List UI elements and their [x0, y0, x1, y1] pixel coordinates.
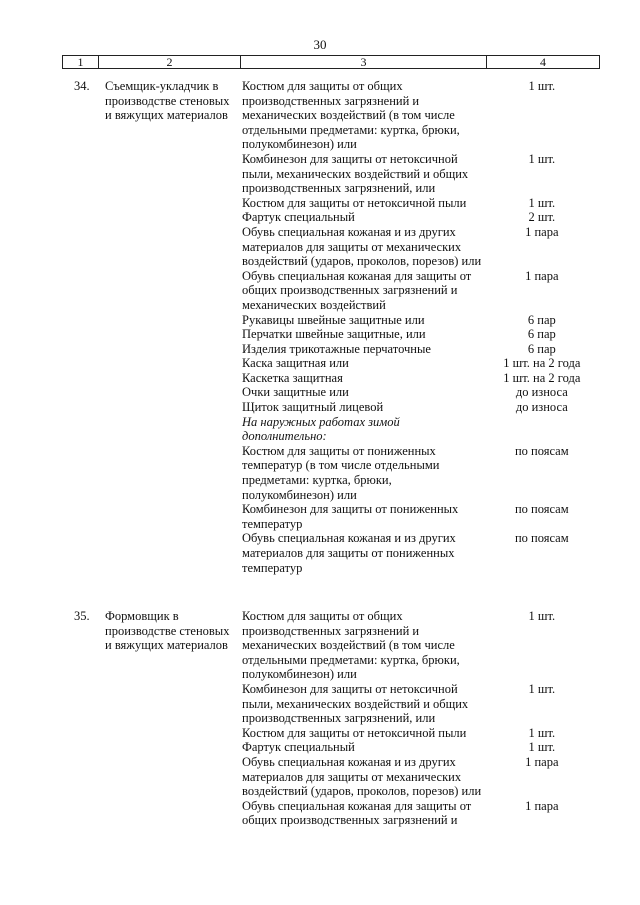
item-name: Костюм для защиты от общих производственных загрязнений и механических воздействий (в том числе отдельными предметами: куртка, брюки, полукомбинезон) или — [242, 609, 460, 682]
item-name: Костюм для защиты от общих производственных загрязнений и механических воздействий (в том числе отдельными предметами: куртка, брюки, полукомбинезон) или — [242, 79, 460, 152]
item-quantity: 6 пар — [527, 341, 556, 356]
item-list — [242, 609, 600, 828]
item-quantity: 1 пара — [525, 754, 559, 769]
item-quantity: до износа — [515, 400, 568, 415]
item-quantity: 1 шт. — [528, 740, 556, 755]
item-name: Комбинезон для защиты от нетоксичной пыли, механических воздействий и общих производственных загрязнений, или — [242, 151, 469, 196]
item-quantity: 6 пар — [527, 327, 556, 342]
list-item — [242, 502, 600, 531]
item-name: Обувь специальная кожаная для защиты от общих производственных загрязнений и — [242, 798, 472, 828]
list-item — [242, 269, 600, 313]
page-number: 30 — [313, 37, 327, 52]
list-item — [242, 385, 600, 400]
item-name: Каска защитная или — [242, 356, 349, 371]
list-item — [242, 210, 600, 225]
item-quantity: 2 шт. — [528, 210, 556, 225]
table-header — [62, 55, 600, 69]
profession-name: Формовщик в производстве стеновых и вяжущих материалов — [105, 609, 230, 653]
item-name: Фартук специальный — [242, 740, 355, 755]
item-quantity: по поясам — [514, 502, 569, 517]
item-quantity: 1 пара — [525, 268, 559, 283]
header-col-4: 4 — [540, 55, 546, 69]
item-name: Обувь специальная кожаная и из других материалов для защиты от механических воздействий (ударов, проколов, порезов) или — [242, 754, 482, 799]
list-item — [242, 415, 600, 444]
item-quantity: 1 шт. — [528, 609, 556, 623]
section-note: На наружных работах зимой дополнительно: — [242, 414, 400, 444]
item-name: Изделия трикотажные перчаточные — [242, 341, 431, 356]
item-name: Комбинезон для защиты от нетоксичной пыли, механических воздействий и общих производственных загрязнений, или — [242, 681, 469, 726]
item-quantity: 1 шт. — [528, 725, 556, 740]
item-name: Перчатки швейные защитные, или — [242, 327, 426, 342]
row-number: 34. — [74, 79, 90, 93]
item-name: Рукавицы швейные защитные или — [242, 312, 425, 327]
item-quantity: 1 шт. на 2 года — [503, 356, 581, 371]
list-item — [242, 531, 600, 575]
list-item — [242, 400, 600, 415]
list-item — [242, 313, 600, 328]
item-quantity: 1 пара — [525, 798, 559, 813]
item-name: Обувь специальная кожаная и из других материалов для защиты от механических воздействий (ударов, проколов, порезов) или — [242, 224, 482, 269]
item-quantity: 6 пар — [527, 312, 556, 327]
profession-name: Съемщик-укладчик в производстве стеновых и вяжущих материалов — [105, 79, 230, 123]
item-quantity: до износа — [515, 385, 568, 400]
list-item — [242, 799, 600, 828]
item-quantity: 1 шт. — [528, 79, 556, 93]
item-list — [242, 79, 600, 575]
item-quantity: 1 шт. на 2 года — [503, 370, 581, 385]
item-name: Щиток защитный лицевой — [242, 400, 384, 415]
list-item — [242, 342, 600, 357]
list-item — [242, 327, 600, 342]
header-col-3: 3 — [241, 56, 487, 68]
list-item — [242, 225, 600, 269]
item-name: Обувь специальная кожаная и из других материалов для защиты от пониженных температур — [242, 531, 456, 575]
item-name: Фартук специальный — [242, 210, 355, 225]
item-quantity: 1 шт. — [528, 195, 556, 210]
list-item — [242, 79, 600, 152]
item-quantity: по поясам — [514, 531, 569, 546]
item-quantity: 1 шт. — [528, 681, 556, 696]
list-item — [242, 196, 600, 211]
item-name: Костюм для защиты от нетоксичной пыли — [242, 195, 467, 210]
list-item — [242, 740, 600, 755]
list-item — [242, 682, 600, 726]
list-item — [242, 444, 600, 502]
list-item — [242, 356, 600, 371]
list-item — [242, 371, 600, 386]
item-quantity — [484, 415, 600, 444]
item-name: Очки защитные или — [242, 385, 349, 400]
item-name: Костюм для защиты от нетоксичной пыли — [242, 725, 467, 740]
item-quantity: 1 пара — [525, 224, 559, 239]
header-col-1: 1 — [63, 56, 99, 68]
list-item — [242, 726, 600, 741]
item-quantity: 1 шт. — [528, 151, 556, 166]
item-name: Комбинезон для защиты от пониженных температур — [242, 502, 459, 531]
row-number: 35. — [74, 609, 90, 623]
list-item — [242, 609, 600, 682]
list-item — [242, 755, 600, 799]
item-name: Каскетка защитная — [242, 370, 343, 385]
list-item — [242, 152, 600, 196]
item-quantity: по поясам — [514, 443, 569, 458]
header-col-2: 2 — [99, 56, 241, 68]
item-name: Обувь специальная кожаная для защиты от общих производственных загрязнений и механических воздействий — [242, 268, 472, 312]
item-name: Костюм для защиты от пониженных температур (в том числе отдельными предметами: куртка, брюки, полукомбинезон) или — [242, 443, 440, 502]
